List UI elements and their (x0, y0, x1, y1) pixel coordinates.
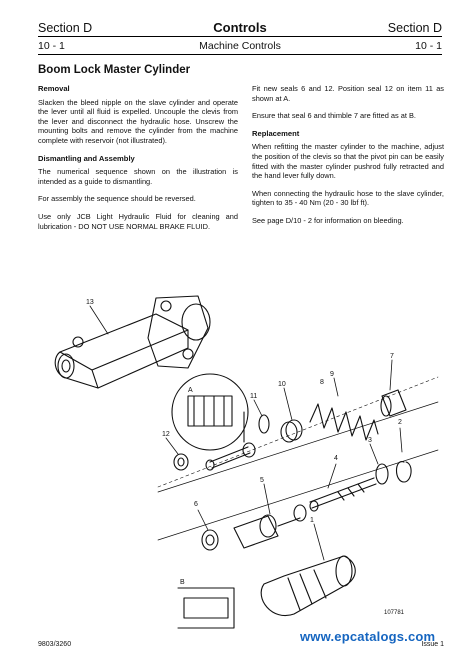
label-8: 8 (320, 379, 324, 386)
part-4-pushrod (310, 478, 376, 511)
right-column (252, 84, 444, 234)
page-number-left: 10 - 1 (38, 40, 65, 52)
label-10: 10 (278, 381, 286, 388)
page-number-right: 10 - 1 (415, 40, 442, 52)
section-label-right: Section D (387, 21, 442, 35)
issue-label: Issue 1 (421, 641, 444, 648)
ensure-paragraph: Ensure that seal 6 and thimble 7 are fitted as at B. (252, 111, 416, 121)
detail-inset-a (172, 374, 248, 450)
subheader-row (38, 40, 442, 52)
part-10-washer (259, 415, 269, 433)
detail-inset-b (178, 588, 234, 628)
label-1: 1 (310, 517, 314, 524)
figure-number: 107781 (384, 610, 405, 616)
part-5-piston (234, 505, 306, 548)
part-9-ring (281, 420, 302, 442)
assembly-paragraph: For assembly the sequence should be reversed. (38, 194, 196, 204)
hose-paragraph: When connecting the hydraulic hose to the slave cylinder, tighten to 35 - 40 Nm (20 - 30 lbf ft). (252, 188, 444, 208)
header-subtitle: Machine Controls (199, 40, 281, 52)
header-divider (38, 36, 442, 37)
label-6: 6 (194, 501, 198, 508)
replacement-paragraph: When refitting the master cylinder to the machine, adjust the position of the clevis so that the pivot pin can be easily fitted with the master cylinder pushrod fully retracted and the hand lever fully down. (252, 142, 444, 181)
part-1-boot (261, 556, 355, 616)
label-4: 4 (334, 455, 338, 462)
subheader-divider (38, 54, 442, 55)
seals-paragraph: Fit new seals 6 and 12. Position seal 12 on item 11 as shown at A. (252, 84, 444, 103)
part-6-seal (202, 530, 218, 550)
dismantling-paragraph: The numerical sequence shown on the illustration is intended as a guide to dismantling. (38, 167, 238, 186)
label-5: 5 (260, 477, 264, 484)
removal-paragraph: Slacken the bleed nipple on the slave cylinder and operate the lever until all fluid is expelled. Uncouple the clevis from the lever and disconnect the hydraulic hose. Unscrew the mounting bolts and remove the cylinder from the machine complete with reservoir (not illustrated). (38, 97, 238, 145)
label-7: 7 (390, 353, 394, 360)
label-11: 11 (250, 393, 258, 400)
watermark: www.epcatalogs.com (300, 629, 436, 644)
fluid-paragraph: Use only JCB Light Hydraulic Fluid for cleaning and lubrication - DO NOT USE NORMAL BRAKE FLUID. (38, 211, 238, 231)
section-label-left: Section D (38, 21, 93, 35)
left-column (38, 84, 238, 239)
mounting-flange (148, 296, 210, 368)
inset-label-b: B (180, 579, 185, 586)
label-3: 3 (368, 437, 372, 444)
part-12-seal (174, 454, 188, 470)
label-2: 2 (398, 419, 402, 426)
label-13: 13 (86, 299, 94, 306)
master-cylinder-body (55, 314, 188, 388)
page-title: Boom Lock Master Cylinder (38, 64, 191, 76)
label-12: 12 (162, 431, 170, 438)
document-number: 9803/3260 (38, 641, 72, 648)
inset-label-a: A (188, 387, 193, 394)
part-3-washer (376, 464, 388, 484)
part-7-thimble (381, 390, 406, 416)
label-9: 9 (330, 371, 334, 378)
header-title: Controls (213, 20, 267, 35)
header-row (38, 20, 442, 35)
bleeding-paragraph: See page D/10 - 2 for information on bleeding. (252, 215, 404, 225)
dismantling-heading: Dismantling and Assembly (38, 153, 135, 163)
replacement-heading: Replacement (252, 128, 300, 138)
part-11-piston (206, 412, 255, 470)
part-2-circlip (397, 462, 412, 482)
removal-heading: Removal (38, 84, 70, 93)
part-8-spring (310, 404, 378, 440)
exploded-view-diagram (38, 292, 444, 630)
